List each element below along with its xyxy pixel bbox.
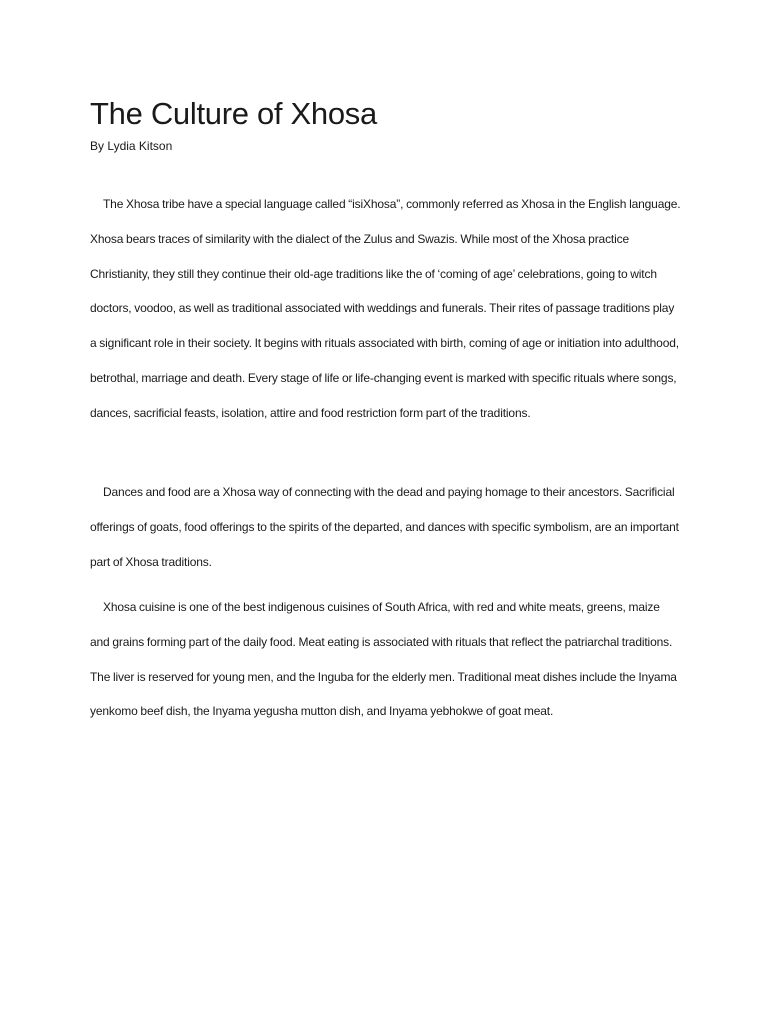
- document-title: The Culture of Xhosa: [90, 96, 377, 131]
- body-paragraph-3: [90, 590, 682, 729]
- document-author: By Lydia Kitson: [90, 139, 173, 153]
- paragraph-text: The Xhosa tribe have a special language called “isiXhosa”, commonly referred as Xhosa in the English language. Xhosa bears traces of similarity with the dialect of the Zulus and Swazis. While most of the Xhosa practice Christianity, they still they continue their old-age traditions like the of ‘coming of age’ celebrations, going to witch doctors, voodoo, as well as traditional associated with weddings and funerals. Their rites of passage traditions play a significant role in their society. It begins with rituals associated with birth, coming of age or initiation into adulthood, betrothal, marriage and death. Every stage of life or life-changing event is marked with specific rituals where songs, dances, sacrificial feasts, isolation, attire and food restriction form part of the traditions.: [90, 197, 681, 420]
- body-paragraph-2: [90, 475, 682, 579]
- paragraph-text: Xhosa cuisine is one of the best indigenous cuisines of South Africa, with red and white meats, greens, maize and grains forming part of the daily food. Meat eating is associated with rituals that reflect the patriarchal traditions. The liver is reserved for young men, and the Inguba for the elderly men. Traditional meat dishes include the Inyama yenkomo beef dish, the Inyama yegusha mutton dish, and Inyama yebhokwe of goat meat.: [90, 600, 677, 719]
- body-paragraph-1: [90, 187, 682, 431]
- paragraph-text: Dances and food are a Xhosa way of connecting with the dead and paying homage to their ancestors. Sacrificial offerings of goats, food offerings to the spirits of the departed, and dances with specific symbolism, are an important part of Xhosa traditions.: [90, 485, 679, 569]
